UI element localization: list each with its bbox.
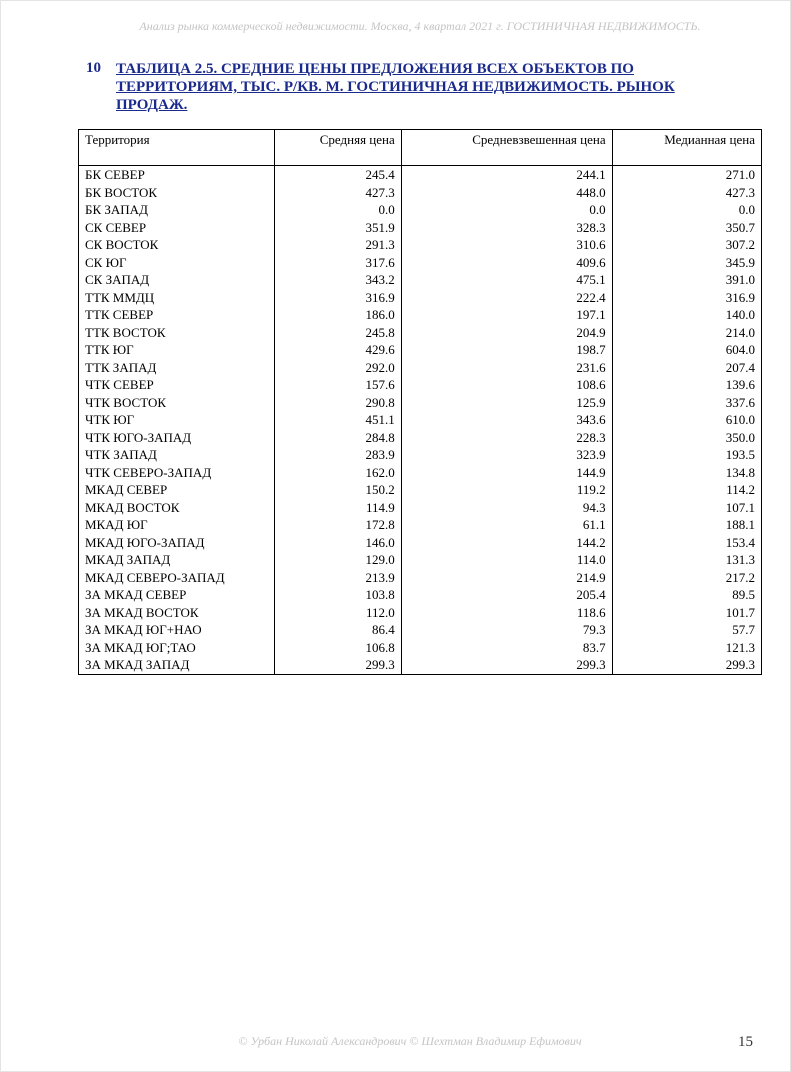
median-price-cell: 121.3 bbox=[612, 639, 761, 657]
weighted-price-cell: 328.3 bbox=[401, 219, 612, 237]
average-price-cell: 0.0 bbox=[275, 201, 402, 219]
median-price-cell: 604.0 bbox=[612, 341, 761, 359]
average-price-cell: 245.8 bbox=[275, 324, 402, 342]
table-row bbox=[79, 166, 762, 184]
territory-cell: МКАД ЗАПАД bbox=[79, 551, 275, 569]
average-price-cell: 86.4 bbox=[275, 621, 402, 639]
territory-cell: БК ЗАПАД bbox=[79, 201, 275, 219]
weighted-price-cell: 299.3 bbox=[401, 656, 612, 674]
table-row bbox=[79, 324, 762, 342]
table-row bbox=[79, 236, 762, 254]
weighted-price-cell: 114.0 bbox=[401, 551, 612, 569]
median-price-cell: 153.4 bbox=[612, 534, 761, 552]
weighted-price-cell: 108.6 bbox=[401, 376, 612, 394]
weighted-price-cell: 61.1 bbox=[401, 516, 612, 534]
average-price-cell: 106.8 bbox=[275, 639, 402, 657]
weighted-price-cell: 197.1 bbox=[401, 306, 612, 324]
table-row bbox=[79, 394, 762, 412]
territory-cell: ТТК ЮГ bbox=[79, 341, 275, 359]
median-price-cell: 337.6 bbox=[612, 394, 761, 412]
median-price-cell: 217.2 bbox=[612, 569, 761, 587]
median-price-cell: 140.0 bbox=[612, 306, 761, 324]
median-price-cell: 107.1 bbox=[612, 499, 761, 517]
territory-cell: МКАД ВОСТОК bbox=[79, 499, 275, 517]
territory-cell: ЗА МКАД ЗАПАД bbox=[79, 656, 275, 674]
territory-cell: ЧТК ЮГО-ЗАПАД bbox=[79, 429, 275, 447]
median-price-cell: 345.9 bbox=[612, 254, 761, 272]
territory-cell: СК ЗАПАД bbox=[79, 271, 275, 289]
weighted-price-cell: 144.9 bbox=[401, 464, 612, 482]
median-price-cell: 207.4 bbox=[612, 359, 761, 377]
table-row bbox=[79, 184, 762, 202]
header-median-price: Медианная цена bbox=[612, 130, 761, 166]
median-price-cell: 57.7 bbox=[612, 621, 761, 639]
table-row bbox=[79, 289, 762, 307]
weighted-price-cell: 119.2 bbox=[401, 481, 612, 499]
territory-cell: ЧТК ЗАПАД bbox=[79, 446, 275, 464]
territory-cell: ЧТК ЮГ bbox=[79, 411, 275, 429]
table-row bbox=[79, 656, 762, 674]
territory-cell: ТТК ММДЦ bbox=[79, 289, 275, 307]
territory-cell: ТТК СЕВЕР bbox=[79, 306, 275, 324]
average-price-cell: 343.2 bbox=[275, 271, 402, 289]
average-price-cell: 283.9 bbox=[275, 446, 402, 464]
territory-cell: МКАД СЕВЕР bbox=[79, 481, 275, 499]
average-price-cell: 290.8 bbox=[275, 394, 402, 412]
average-price-cell: 114.9 bbox=[275, 499, 402, 517]
weighted-price-cell: 125.9 bbox=[401, 394, 612, 412]
average-price-cell: 213.9 bbox=[275, 569, 402, 587]
median-price-cell: 610.0 bbox=[612, 411, 761, 429]
average-price-cell: 103.8 bbox=[275, 586, 402, 604]
median-price-cell: 89.5 bbox=[612, 586, 761, 604]
territory-cell: ЧТК СЕВЕР bbox=[79, 376, 275, 394]
weighted-price-cell: 144.2 bbox=[401, 534, 612, 552]
median-price-cell: 114.2 bbox=[612, 481, 761, 499]
weighted-price-cell: 214.9 bbox=[401, 569, 612, 587]
weighted-price-cell: 448.0 bbox=[401, 184, 612, 202]
average-price-cell: 186.0 bbox=[275, 306, 402, 324]
table-row bbox=[79, 621, 762, 639]
weighted-price-cell: 204.9 bbox=[401, 324, 612, 342]
average-price-cell: 112.0 bbox=[275, 604, 402, 622]
median-price-cell: 307.2 bbox=[612, 236, 761, 254]
footer-credit: © Урбан Николай Александрович © Шехтман Владимир Ефимович bbox=[238, 1034, 582, 1048]
average-price-cell: 129.0 bbox=[275, 551, 402, 569]
median-price-cell: 101.7 bbox=[612, 604, 761, 622]
weighted-price-cell: 231.6 bbox=[401, 359, 612, 377]
table-row bbox=[79, 359, 762, 377]
weighted-price-cell: 343.6 bbox=[401, 411, 612, 429]
page-number: 15 bbox=[738, 1034, 753, 1050]
running-header: Анализ рынка коммерческой недвижимости. Москва, 4 квартал 2021 г. ГОСТИНИЧНАЯ НЕДВИЖИМОСТЬ. bbox=[139, 19, 701, 33]
weighted-price-cell: 323.9 bbox=[401, 446, 612, 464]
territory-cell: ЗА МКАД СЕВЕР bbox=[79, 586, 275, 604]
average-price-cell: 162.0 bbox=[275, 464, 402, 482]
average-price-cell: 351.9 bbox=[275, 219, 402, 237]
table-row bbox=[79, 516, 762, 534]
table-body bbox=[79, 166, 762, 675]
territory-cell: МКАД ЮГ bbox=[79, 516, 275, 534]
median-price-cell: 134.8 bbox=[612, 464, 761, 482]
weighted-price-cell: 310.6 bbox=[401, 236, 612, 254]
weighted-price-cell: 0.0 bbox=[401, 201, 612, 219]
median-price-cell: 139.6 bbox=[612, 376, 761, 394]
average-price-cell: 292.0 bbox=[275, 359, 402, 377]
median-price-cell: 316.9 bbox=[612, 289, 761, 307]
header-average-price: Средняя цена bbox=[275, 130, 402, 166]
average-price-cell: 146.0 bbox=[275, 534, 402, 552]
table-row bbox=[79, 341, 762, 359]
median-price-cell: 0.0 bbox=[612, 201, 761, 219]
median-price-cell: 391.0 bbox=[612, 271, 761, 289]
table-row bbox=[79, 534, 762, 552]
table-row bbox=[79, 201, 762, 219]
table-row bbox=[79, 481, 762, 499]
weighted-price-cell: 198.7 bbox=[401, 341, 612, 359]
section-title-link[interactable]: ТАБЛИЦА 2.5. СРЕДНИЕ ЦЕНЫ ПРЕДЛОЖЕНИЯ ВСЕХ ОБЪЕКТОВ ПО ТЕРРИТОРИЯМ, ТЫС. Р/КВ. М. ГОСТИНИЧНАЯ НЕДВИЖИМОСТЬ. РЫНОК ПРОДАЖ. bbox=[116, 61, 675, 113]
table-row bbox=[79, 429, 762, 447]
header-territory: Территория bbox=[79, 130, 275, 166]
territory-cell: СК ЮГ bbox=[79, 254, 275, 272]
average-price-cell: 429.6 bbox=[275, 341, 402, 359]
median-price-cell: 299.3 bbox=[612, 656, 761, 674]
median-price-cell: 193.5 bbox=[612, 446, 761, 464]
average-price-cell: 172.8 bbox=[275, 516, 402, 534]
table-row bbox=[79, 411, 762, 429]
price-table bbox=[78, 129, 762, 675]
territory-cell: ТТК ЗАПАД bbox=[79, 359, 275, 377]
territory-cell: СК ВОСТОК bbox=[79, 236, 275, 254]
territory-cell: ЧТК ВОСТОК bbox=[79, 394, 275, 412]
median-price-cell: 427.3 bbox=[612, 184, 761, 202]
average-price-cell: 317.6 bbox=[275, 254, 402, 272]
average-price-cell: 316.9 bbox=[275, 289, 402, 307]
section-number: 10 bbox=[86, 60, 101, 76]
weighted-price-cell: 205.4 bbox=[401, 586, 612, 604]
median-price-cell: 188.1 bbox=[612, 516, 761, 534]
average-price-cell: 299.3 bbox=[275, 656, 402, 674]
territory-cell: ТТК ВОСТОК bbox=[79, 324, 275, 342]
average-price-cell: 284.8 bbox=[275, 429, 402, 447]
median-price-cell: 350.0 bbox=[612, 429, 761, 447]
table-row bbox=[79, 499, 762, 517]
table-row bbox=[79, 551, 762, 569]
territory-cell: ЗА МКАД ЮГ+НАО bbox=[79, 621, 275, 639]
weighted-price-cell: 475.1 bbox=[401, 271, 612, 289]
weighted-price-cell: 228.3 bbox=[401, 429, 612, 447]
median-price-cell: 350.7 bbox=[612, 219, 761, 237]
territory-cell: БК СЕВЕР bbox=[79, 166, 275, 184]
average-price-cell: 150.2 bbox=[275, 481, 402, 499]
table-header-row bbox=[79, 130, 762, 166]
table-row bbox=[79, 639, 762, 657]
table-row bbox=[79, 604, 762, 622]
average-price-cell: 157.6 bbox=[275, 376, 402, 394]
table-row bbox=[79, 586, 762, 604]
average-price-cell: 451.1 bbox=[275, 411, 402, 429]
table-row bbox=[79, 376, 762, 394]
territory-cell: МКАД СЕВЕРО-ЗАПАД bbox=[79, 569, 275, 587]
table-row bbox=[79, 464, 762, 482]
table-row bbox=[79, 569, 762, 587]
average-price-cell: 291.3 bbox=[275, 236, 402, 254]
territory-cell: СК СЕВЕР bbox=[79, 219, 275, 237]
weighted-price-cell: 118.6 bbox=[401, 604, 612, 622]
average-price-cell: 427.3 bbox=[275, 184, 402, 202]
table-row bbox=[79, 306, 762, 324]
median-price-cell: 271.0 bbox=[612, 166, 761, 184]
territory-cell: МКАД ЮГО-ЗАПАД bbox=[79, 534, 275, 552]
territory-cell: БК ВОСТОК bbox=[79, 184, 275, 202]
table-row bbox=[79, 446, 762, 464]
weighted-price-cell: 79.3 bbox=[401, 621, 612, 639]
median-price-cell: 214.0 bbox=[612, 324, 761, 342]
median-price-cell: 131.3 bbox=[612, 551, 761, 569]
weighted-price-cell: 409.6 bbox=[401, 254, 612, 272]
weighted-price-cell: 222.4 bbox=[401, 289, 612, 307]
table-row bbox=[79, 271, 762, 289]
weighted-price-cell: 83.7 bbox=[401, 639, 612, 657]
territory-cell: ЧТК СЕВЕРО-ЗАПАД bbox=[79, 464, 275, 482]
territory-cell: ЗА МКАД ЮГ;ТАО bbox=[79, 639, 275, 657]
table-row bbox=[79, 219, 762, 237]
territory-cell: ЗА МКАД ВОСТОК bbox=[79, 604, 275, 622]
weighted-price-cell: 244.1 bbox=[401, 166, 612, 184]
average-price-cell: 245.4 bbox=[275, 166, 402, 184]
weighted-price-cell: 94.3 bbox=[401, 499, 612, 517]
table-row bbox=[79, 254, 762, 272]
header-weighted-average-price: Средневзвешенная цена bbox=[401, 130, 612, 166]
